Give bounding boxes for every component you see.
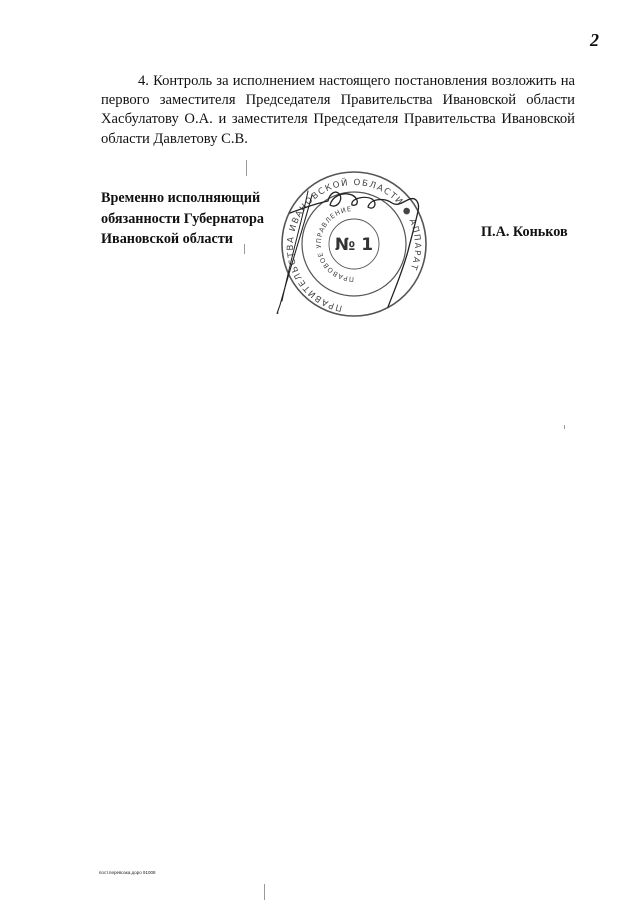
seal-outer-textpath: ПРАВИТЕЛЬСТВА ИВАНОВСКОЙ ОБЛАСТИ ● АППАРАТ bbox=[285, 177, 423, 313]
scan-artifact bbox=[244, 244, 245, 254]
signer-title bbox=[101, 188, 264, 250]
signer-name: П.А. Коньков bbox=[481, 224, 568, 240]
signer-title-line: Ивановской области bbox=[101, 231, 233, 247]
scan-artifact bbox=[564, 425, 565, 429]
footer-code: пост.перевозка.доро 91008 bbox=[99, 870, 156, 875]
paragraph-control-clause: 4. Контроль за исполнением настоящего постановления возложить на первого заместителя Председателя Правительства Ивановской области Хасбулатову О.А. и заместителя Председателя Правительства Ивановской области Давлетову С.В. bbox=[101, 73, 575, 147]
page-number: 2 bbox=[590, 30, 599, 50]
scan-artifact bbox=[264, 884, 265, 900]
signer-title-line: Временно исполняющий bbox=[101, 190, 261, 206]
signer-title-line: обязанности Губернатора bbox=[101, 210, 264, 227]
scan-artifact bbox=[246, 160, 247, 176]
seal-center-text: № 1 bbox=[334, 235, 374, 255]
seal-graphic bbox=[268, 155, 448, 320]
official-seal bbox=[268, 155, 448, 320]
seal-inner-textpath: ПРАВОВОЕ УПРАВЛЕНИЕ bbox=[314, 205, 355, 284]
